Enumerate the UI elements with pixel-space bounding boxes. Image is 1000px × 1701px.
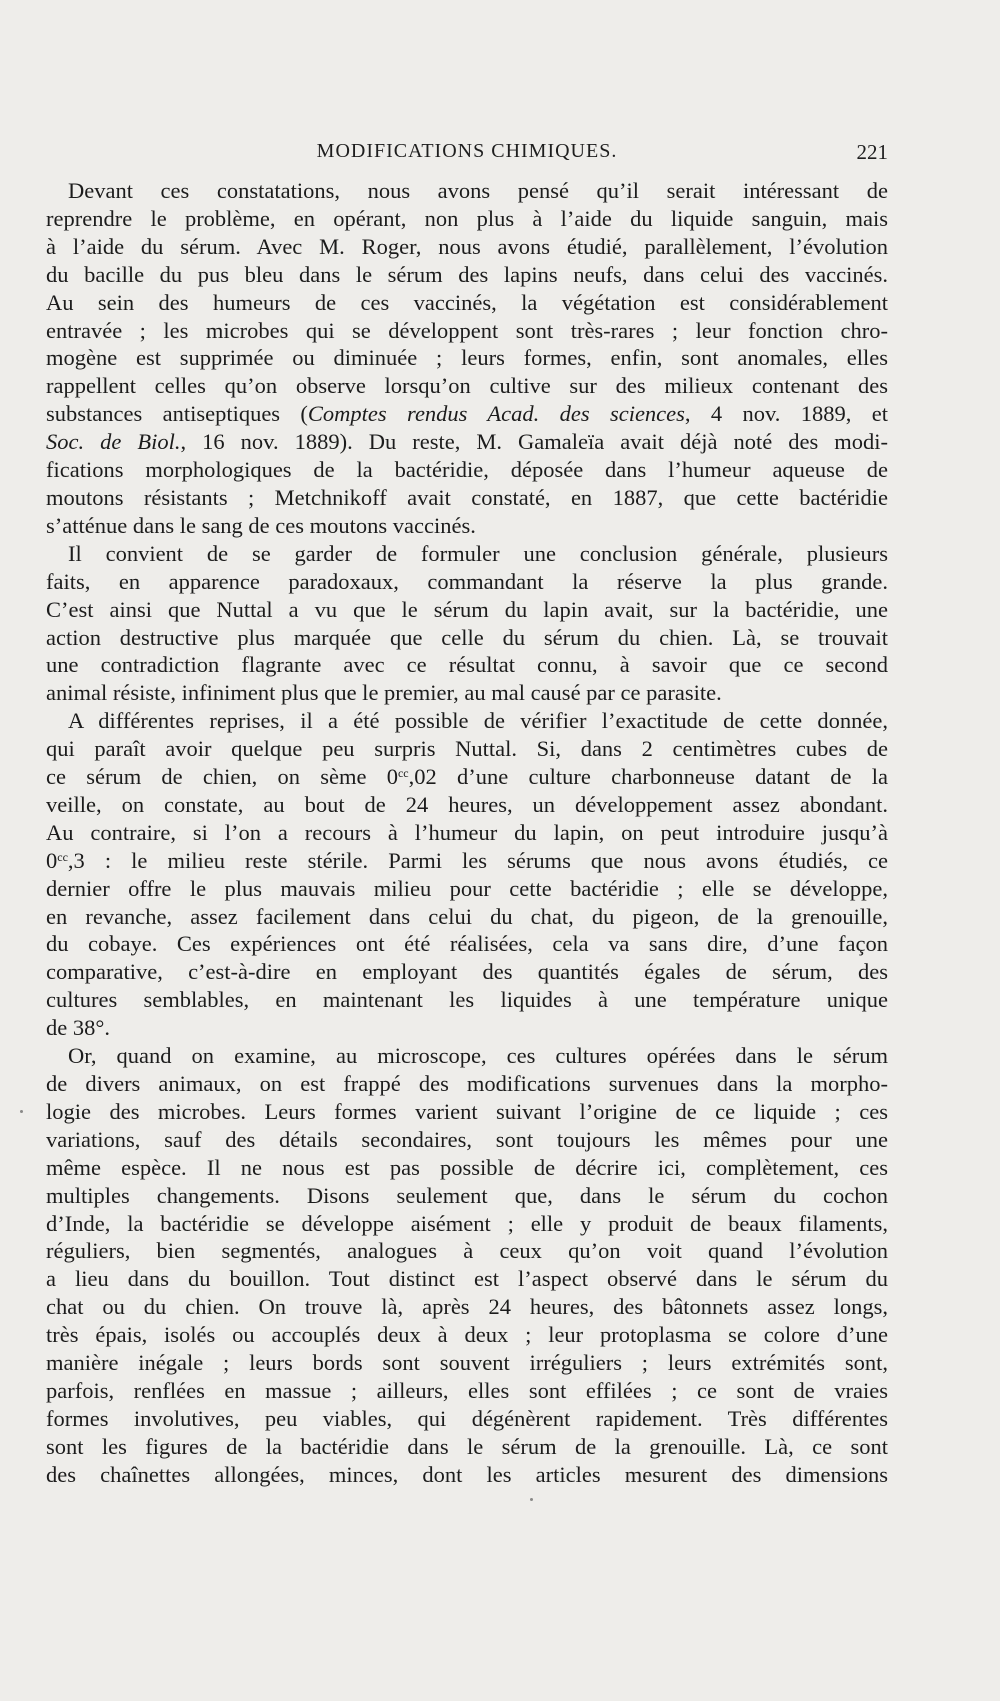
text-line: s’atténue dans le sang de ces moutons vaccinés. xyxy=(46,512,476,538)
text-line: mogène est supprimée ou diminuée ; leurs formes, enfin, sont anomales, elles xyxy=(46,345,888,371)
text-line: faits, en apparence paradoxaux, commandant la réserve la plus grande. xyxy=(46,568,888,594)
text-line: de 38°. xyxy=(46,1015,110,1041)
text-run: , 4 nov. 1889, et xyxy=(684,401,888,427)
text-run: ,3 : le milieu reste stérile. Parmi les sérums que nous avons étudiés, ce xyxy=(67,847,888,873)
text-line xyxy=(46,400,888,428)
text-line xyxy=(46,763,888,791)
paragraph-3 xyxy=(46,707,888,1042)
text-line: a lieu dans du bouillon. Tout distinct est l’aspect observé dans le sérum du xyxy=(46,1266,888,1292)
text-run: , 16 nov. 1889). Du reste, M. Gamaleïa avait déjà noté des modi- xyxy=(180,429,888,455)
text-line: formes involutives, peu viables, qui dégénèrent rapidement. Très différentes xyxy=(46,1405,888,1431)
text-line: fications morphologiques de la bactéridie, déposée dans l’humeur aqueuse de xyxy=(46,457,888,483)
text-run: 0 xyxy=(46,847,58,873)
text-line: veille, on constate, au bout de 24 heures, un développement assez abondant. xyxy=(46,791,888,817)
text-line: comparative, c’est-à-dire en employant des quantités égales de sérum, des xyxy=(46,959,888,985)
text-line: Au contraire, si l’on a recours à l’humeur du lapin, on peut introduire jusqu’à xyxy=(46,819,888,845)
text-line: Au sein des humeurs de ces vaccinés, la végétation est considérablement xyxy=(46,289,888,315)
text-line: en revanche, assez facilement dans celui du chat, du pigeon, de la grenouille, xyxy=(46,903,888,929)
text-line: à l’aide du sérum. Avec M. Roger, nous avons étudié, parallèlement, l’évolution xyxy=(46,233,888,259)
text-line: reprendre le problème, en opérant, non plus à l’aide du liquide sanguin, mais xyxy=(46,205,888,231)
text-line: cultures semblables, en maintenant les liquides à une température unique xyxy=(46,987,888,1013)
paragraph-1 xyxy=(46,177,888,540)
text-line xyxy=(46,847,888,875)
text-line: du cobaye. Ces expériences ont été réalisées, cela va sans dire, d’une façon xyxy=(46,931,888,957)
text-run: substances antiseptiques ( xyxy=(46,401,308,427)
text-run: ce sérum de chien, on sème 0 xyxy=(46,764,398,790)
running-header xyxy=(46,140,888,170)
text-line: dernier offre le plus mauvais milieu pour cette bactéridie ; elle se développe, xyxy=(46,875,888,901)
text-line: des chaînettes allongées, minces, dont les articles mesurent des dimensions xyxy=(46,1461,888,1487)
text-line: même espèce. Il ne nous est pas possible de décrire ici, complètement, ces xyxy=(46,1154,888,1180)
text-line: entravée ; les microbes qui se développent sont très-rares ; leur fonction chro- xyxy=(46,317,888,343)
text-line: action destructive plus marquée que celle du sérum du chien. Là, se trouvait xyxy=(46,624,888,650)
text-line: animal résiste, infiniment plus que le premier, au mal causé par ce parasite. xyxy=(46,680,722,706)
citation-title: Soc. de Biol. xyxy=(46,429,181,455)
body-text xyxy=(46,177,888,1489)
paragraph-4 xyxy=(46,1042,888,1489)
text-line: variations, sauf des détails secondaires, sont toujours les mêmes pour une xyxy=(46,1126,888,1152)
text-line: de divers animaux, on est frappé des modifications survenues dans la morpho- xyxy=(46,1071,888,1096)
text-line: Devant ces constatations, nous avons pensé qu’il serait intéressant de xyxy=(68,178,888,203)
text-line xyxy=(46,428,888,456)
text-line: une contradiction flagrante avec ce résultat connu, à savoir que ce second xyxy=(46,652,888,678)
text-line: logie des microbes. Leurs formes varient suivant l’origine de ce liquide ; ces xyxy=(46,1098,888,1124)
running-title: MODIFICATIONS CHIMIQUES. xyxy=(316,140,618,162)
ink-speck xyxy=(530,1498,533,1501)
text-line: chat ou du chien. On trouve là, après 24 heures, des bâtonnets assez longs, xyxy=(46,1294,888,1320)
text-line: Or, quand on examine, au microscope, ces cultures opérées dans le sérum xyxy=(68,1043,888,1069)
text-line: parfois, renflées en massue ; ailleurs, elles sont effilées ; ce sont de vraies xyxy=(46,1377,888,1403)
text-line: manière inégale ; leurs bords sont souvent irréguliers ; leurs extrémités sont, xyxy=(46,1350,888,1376)
text-line: C’est ainsi que Nuttal a vu que le sérum du lapin avait, sur la bactéridie, une xyxy=(46,596,888,622)
page-number: 221 xyxy=(856,140,888,164)
text-line: du bacille du pus bleu dans le sérum des lapins neufs, dans celui des vaccinés. xyxy=(46,261,888,287)
unit-superscript: cc xyxy=(397,766,409,781)
paragraph-2 xyxy=(46,540,888,707)
text-line: réguliers, bien segmentés, analogues à ceux qu’on voit quand l’évolution xyxy=(46,1238,888,1264)
text-line: qui paraît avoir quelque peu surpris Nuttal. Si, dans 2 centimètres cubes de xyxy=(46,736,888,762)
text-line: sont les figures de la bactéridie dans le sérum de la grenouille. Là, ce sont xyxy=(46,1433,888,1459)
text-line: A différentes reprises, il a été possible de vérifier l’exactitude de cette donnée, xyxy=(68,708,888,734)
unit-superscript: cc xyxy=(57,849,68,864)
text-line: Il convient de se garder de formuler une conclusion générale, plusieurs xyxy=(68,540,888,566)
text-line: multiples changements. Disons seulement que, dans le sérum du cochon xyxy=(46,1182,888,1208)
text-run: ,02 d’une culture charbonneuse datant de la xyxy=(408,764,888,790)
margin-speck xyxy=(20,1110,23,1113)
text-line: rappellent celles qu’on observe lorsqu’on cultive sur des milieux contenant des xyxy=(46,373,888,399)
text-line: d’Inde, la bactéridie se développe aisément ; elle y produit de beaux filaments, xyxy=(46,1210,888,1236)
citation-title: Comptes rendus Acad. des sciences xyxy=(307,401,685,427)
text-line: moutons résistants ; Metchnikoff avait constaté, en 1887, que cette bactéridie xyxy=(46,484,888,510)
text-line: très épais, isolés ou accouplés deux à deux ; leur protoplasma se colore d’une xyxy=(46,1322,888,1348)
